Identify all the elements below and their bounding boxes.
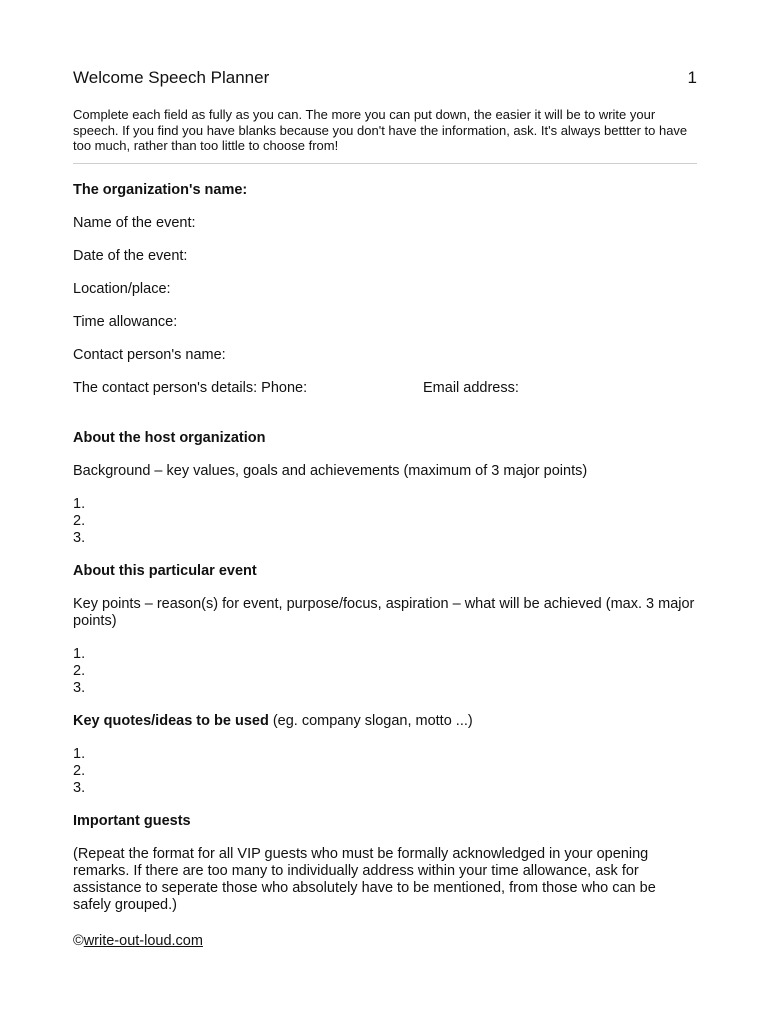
event-section-heading: About this particular event	[73, 562, 257, 579]
divider	[73, 163, 697, 164]
contact-details-row	[73, 380, 697, 397]
contact-email-label: Email address:	[423, 379, 519, 396]
copyright-symbol: ©	[73, 932, 84, 949]
event-name-label: Name of the event:	[73, 214, 196, 231]
quotes-heading-note: (eg. company slogan, motto ...)	[268, 712, 473, 729]
event-date-label: Date of the event:	[73, 247, 188, 264]
footer-link[interactable]: write-out-loud.com	[83, 932, 203, 949]
guests-section-heading: Important guests	[73, 812, 191, 829]
list-item: 2.	[73, 662, 86, 679]
contact-name-label: Contact person's name:	[73, 346, 226, 363]
guests-section-note: (Repeat the format for all VIP guests who must be formally acknowledged in your opening remarks. If there are too many to individually address within your time allowance, ask for assistance to seperate those who absolutely have to be mentioned, from those who can be safely grouped.)	[73, 845, 656, 913]
footer	[73, 933, 697, 950]
host-section-heading: About the host organization	[73, 429, 266, 446]
intro-text: Complete each field as fully as you can. The more you can put down, the easier it will be to write your speech. If you find you have blanks because you don't have the information, ask. It's always bettter to have too much, rather than too little to choose from!	[73, 107, 688, 153]
quotes-section-heading	[73, 713, 697, 730]
host-section-list	[73, 496, 697, 547]
list-item: 2.	[73, 762, 86, 779]
list-item: 1.	[73, 745, 86, 762]
contact-phone-label: The contact person's details: Phone:	[73, 379, 308, 396]
list-item: 1.	[73, 645, 86, 662]
host-section-description: Background – key values, goals and achievements (maximum of 3 major points)	[73, 462, 588, 479]
time-allowance-label: Time allowance:	[73, 313, 178, 330]
page-title: Welcome Speech Planner	[73, 68, 270, 87]
list-item: 2.	[73, 512, 86, 529]
location-label: Location/place:	[73, 280, 171, 297]
page-number: 1	[687, 68, 697, 87]
quotes-heading-bold: Key quotes/ideas to be used	[73, 712, 269, 729]
quotes-section-list	[73, 746, 697, 797]
event-section-list	[73, 646, 697, 697]
list-item: 3.	[73, 679, 86, 696]
list-item: 3.	[73, 779, 86, 796]
document-page	[73, 66, 697, 950]
organization-name-label: The organization's name:	[73, 181, 248, 198]
event-section-description: Key points – reason(s) for event, purpose/focus, aspiration – what will be achieved (max. 3 major points)	[73, 595, 695, 629]
list-item: 1.	[73, 495, 86, 512]
page-header	[73, 66, 697, 90]
list-item: 3.	[73, 529, 86, 546]
